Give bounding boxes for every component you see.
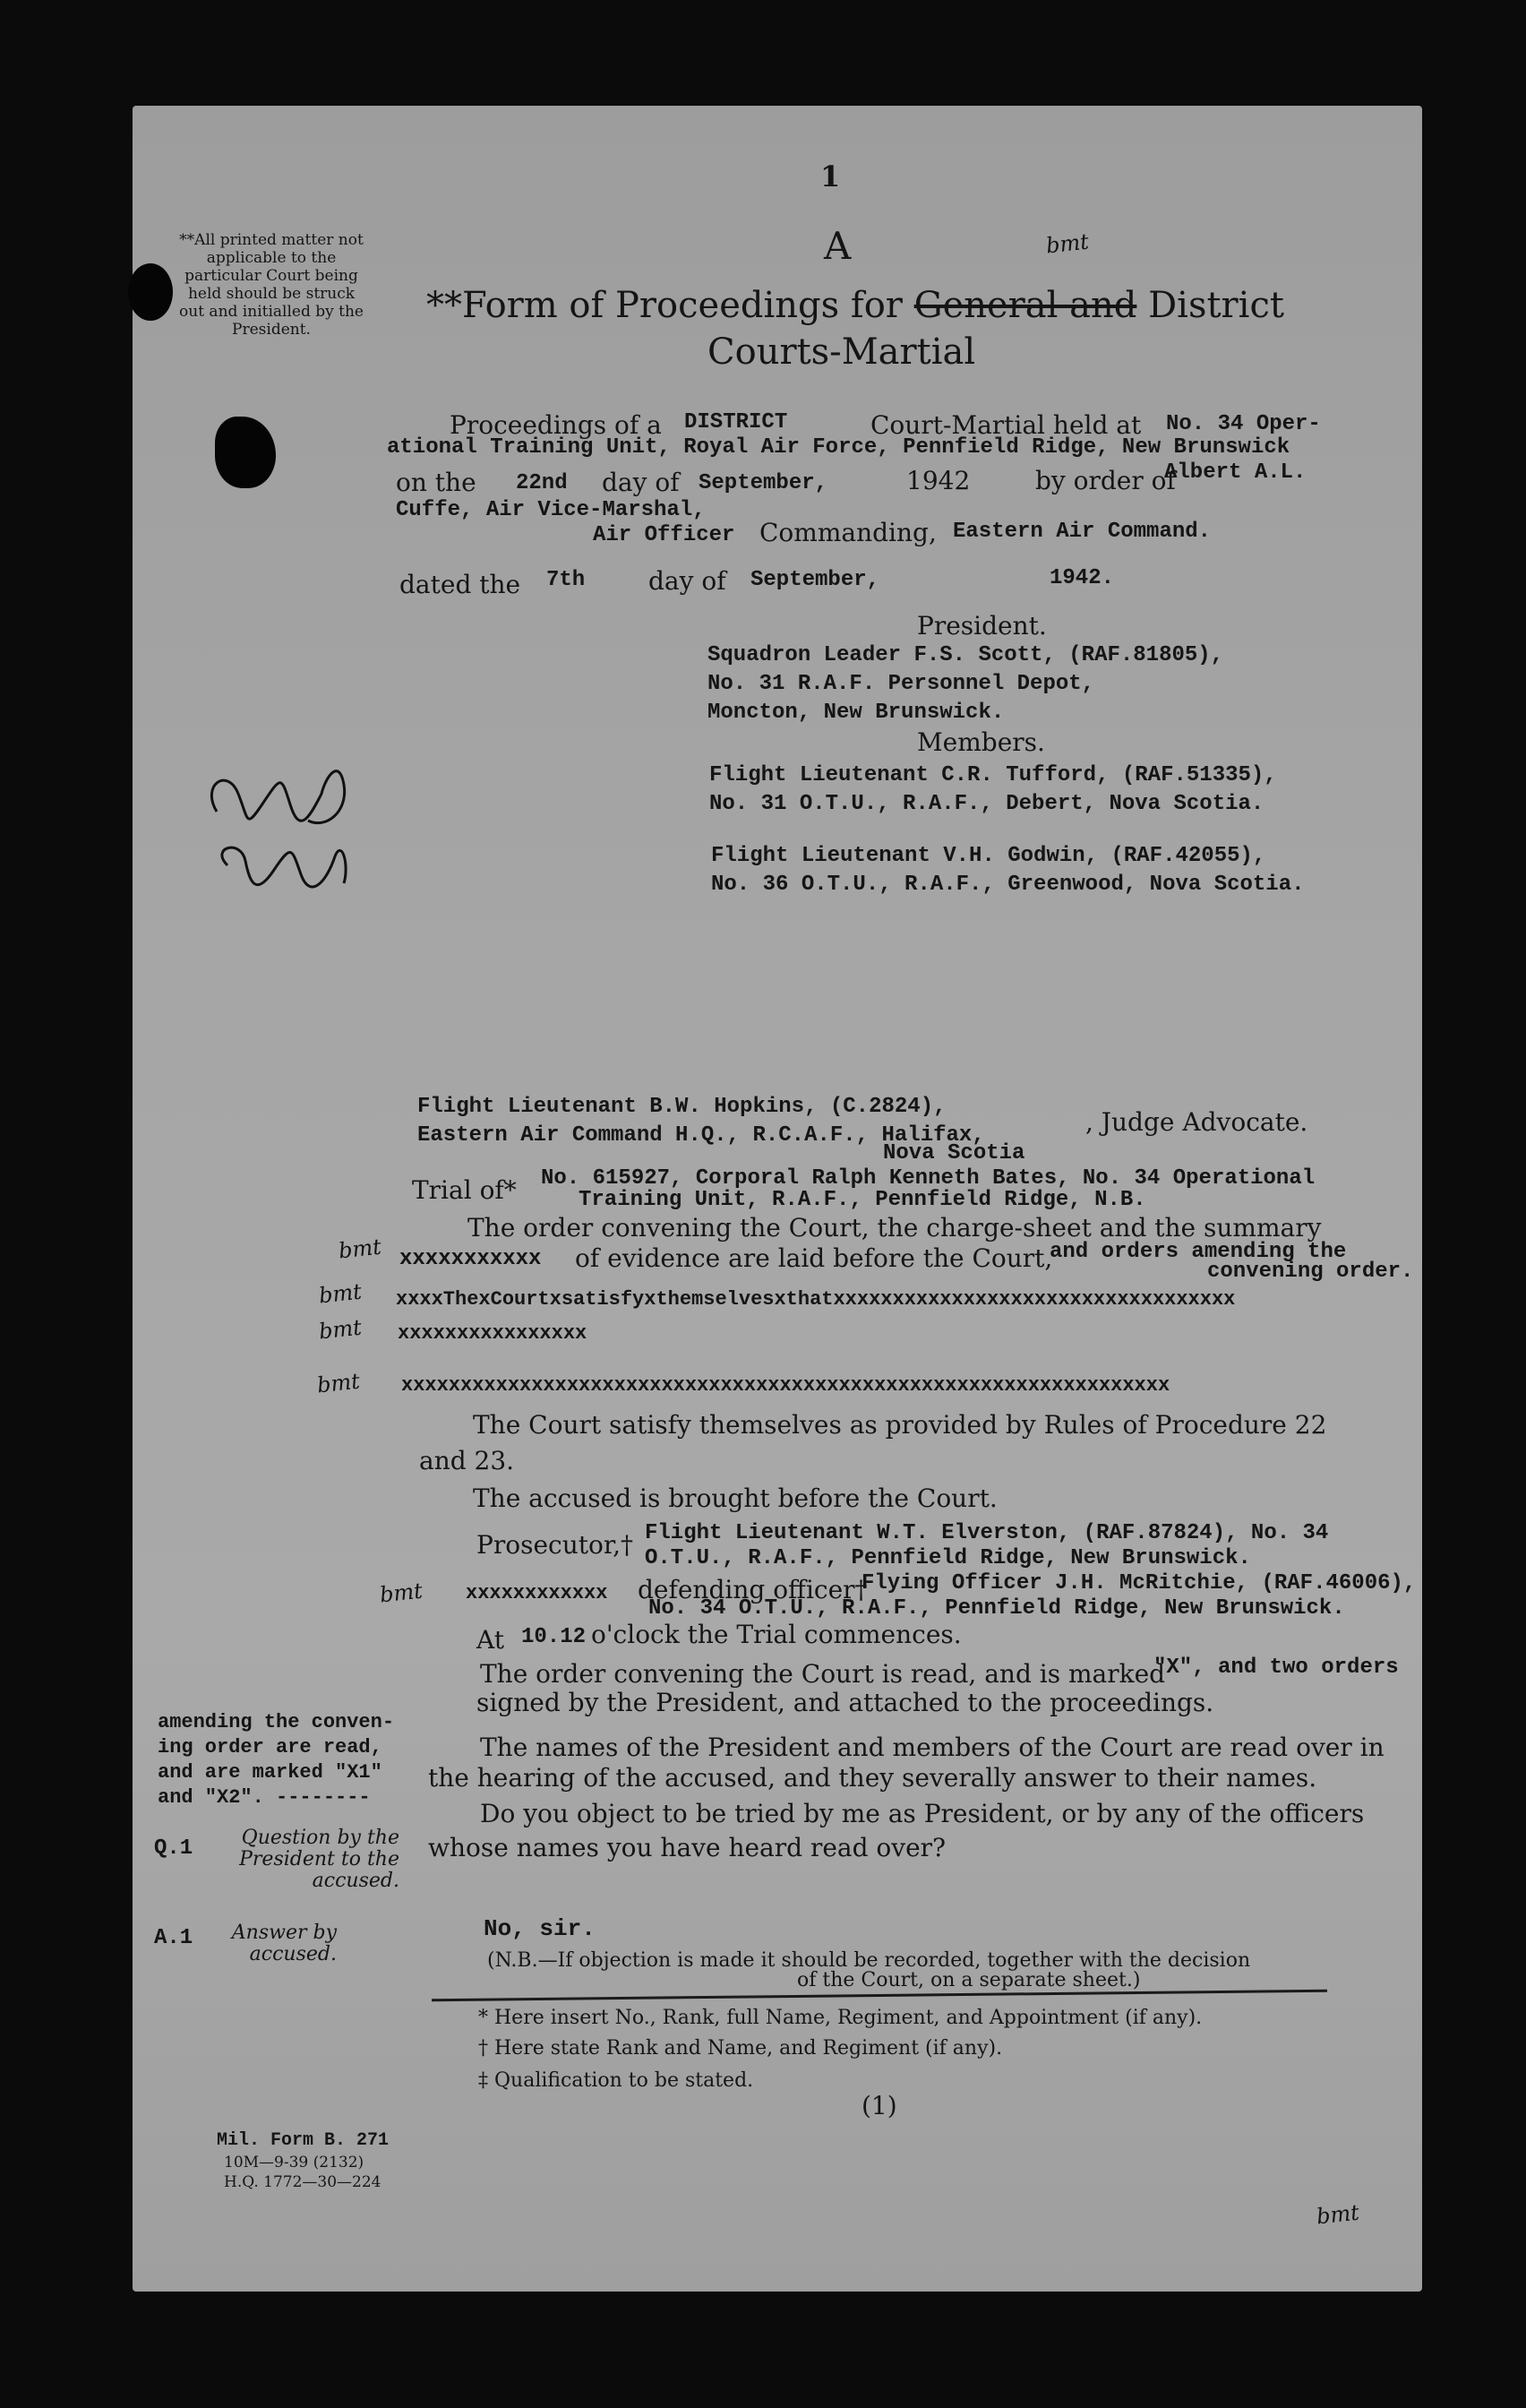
proceedings-year: 1942 [906,466,971,495]
q1-line1: Do you object to be tried by me as President, or by any of the officers [480,1799,1365,1828]
trial-line1: No. 615927, Corporal Ralph Kenneth Bates, No. 34 Operational [541,1166,1316,1191]
footnote-2: † Here state Rank and Name, and Regiment (if any). [478,2037,1003,2060]
member2-line1: Flight Lieutenant V.H. Godwin, (RAF.42055), [711,844,1266,868]
president-line1: Squadron Leader F.S. Scott, (RAF.81805), [707,643,1224,667]
form-letter: A [824,224,852,268]
prosecutor-line1: Flight Lieutenant W.T. Elverston, (RAF.87824), No. 34 [645,1521,1329,1545]
day-of-label: day of [602,468,680,497]
member1-line2: No. 31 O.T.U., R.A.F., Debert, Nova Scotia. [709,792,1265,816]
margin-addition-line3: and are marked "X1" [158,1761,382,1784]
dated-day: 7th [546,568,586,592]
a1-label: A.1 [154,1926,193,1950]
time-rest: o'clock the Trial commences. [591,1620,962,1649]
initials-margin-3: bmt [317,1314,364,1345]
trial-label: Trial of* [412,1175,517,1205]
president-label: President. [917,611,1047,641]
dated-the-label: dated the [399,570,521,599]
form-id-line1: Mil. Form B. 271 [217,2130,390,2151]
q1-side-3: accused. [312,1870,399,1892]
member1-line1: Flight Lieutenant C.R. Tufford, (RAF.51335), [709,763,1277,787]
dated-year: 1942. [1050,566,1115,590]
title-suffix: District [1148,285,1284,326]
order-read-line2: signed by the President, and attached to the proceedings. [476,1688,1214,1717]
title-prefix: **Form of Proceedings for [426,285,903,326]
order-read-mark: "X", and two orders [1153,1656,1399,1680]
form-id-line2: 10M—9-39 (2132) [224,2154,364,2172]
accused-brought: The accused is brought before the Court. [473,1484,998,1513]
authority-line3-c: Eastern Air Command. [953,520,1212,544]
authority-line2: Cuffe, Air Vice-Marshal, [396,498,706,522]
names-read-line2: the hearing of the accused, and they severally answer to their names. [428,1763,1317,1793]
place-line2: ational Training Unit, Royal Air Force, Pennfield Ridge, New Brunswick [387,435,1290,460]
margin-addition-line4: and "X2". -------- [158,1786,371,1809]
time-at-label: At [476,1625,504,1655]
trial-line2: Training Unit, R.A.F., Pennfield Ridge, N.B. [579,1188,1146,1212]
by-order-of-label: by order of [1035,466,1176,495]
footnote-1: * Here insert No., Rank, full Name, Regiment, and Appointment (if any). [478,2007,1203,2029]
struck-line-1: xxxxThexCourtxsatisfyxthemselvesxthatxxxxxxxxxxxxxxxxxxxxxxxxxxxxxxxxxx [396,1288,1236,1311]
order-convening-addition1: and orders amending the [1050,1240,1347,1264]
authority-line3-a: Air Officer [593,523,735,547]
place-line1: No. 34 Oper- [1166,412,1321,436]
struck-line-2: xxxxxxxxxxxxxxxx [398,1322,587,1345]
title-struck: General and [913,285,1137,326]
q1-side-1: Question by the [241,1827,399,1849]
dated-day-of-label: day of [648,566,726,596]
order-convening-line1: The order convening the Court, the charge-sheet and the summary [467,1213,1322,1243]
q1-label: Q.1 [154,1836,193,1861]
names-read-line1: The names of the President and members of the Court are read over in [480,1733,1385,1762]
page-number-bottom: (1) [862,2091,897,2120]
q1-line2: whose names you have heard read over? [428,1833,947,1862]
member2-line2: No. 36 O.T.U., R.A.F., Greenwood, Nova Scotia. [711,873,1305,897]
a1-text: No, sir. [484,1915,596,1942]
sidebar-note: **All printed matter not applicable to the particular Court being held should be struck out and initialled by the President. [179,231,364,339]
a1-side-note [211,1922,337,1965]
order-convening-addition2: convening order. [1207,1260,1414,1284]
initials-margin-2: bmt [317,1278,364,1309]
satisfy-line1: The Court satisfy themselves as provided by Rules of Procedure 22 [473,1410,1327,1440]
form-title-line2: Courts-Martial [707,331,976,373]
proceedings-day: 22nd [516,471,568,495]
members-label: Members. [917,727,1045,757]
president-line3: Moncton, New Brunswick. [707,701,1005,725]
page-number-top: 1 [820,159,841,194]
margin-addition-line1: amending the conven- [158,1711,395,1733]
struck-line-3: xxxxxxxxxxxxxxxxxxxxxxxxxxxxxxxxxxxxxxxxxxxxxxxxxxxxxxxxxxxxxxxxx [401,1374,1170,1397]
handwritten-signature [192,749,362,910]
proceedings-label: Proceedings of a [450,410,662,440]
time-value: 10.12 [521,1625,587,1649]
punch-hole [128,263,173,321]
defending-line1: Flying Officer J.H. McRitchie, (RAF.46006), [862,1571,1417,1595]
initials-defending: bmt [378,1578,424,1608]
nb-line2: of the Court, on a separate sheet.) [797,1969,1141,1991]
president-line2: No. 31 R.A.F. Personnel Depot, [707,672,1095,696]
initials-bottom: bmt [1315,2199,1361,2230]
q1-side-note [211,1828,399,1892]
a1-side-1: Answer by [231,1922,337,1944]
footnote-3: ‡ Qualification to be stated. [478,2069,754,2092]
judge-advocate-line3: Nova Scotia [883,1141,1025,1165]
authority-line3-b: Commanding, [759,518,937,547]
a1-side-2: accused. [249,1943,337,1965]
prosecutor-line2: O.T.U., R.A.F., Pennfield Ridge, New Brunswick. [645,1546,1251,1570]
court-martial-held-at: Court-Martial held at [870,410,1142,440]
dated-month: September, [750,568,880,592]
court-type: DISTRICT [684,410,788,434]
order-convening-line2: of evidence are laid before the Court, [575,1243,1053,1273]
judge-advocate-line1: Flight Lieutenant B.W. Hopkins, (C.2824), [417,1095,947,1119]
q1-side-2: President to the [239,1848,399,1870]
judge-advocate-line2: Eastern Air Command H.Q., R.C.A.F., Halifax, [417,1123,985,1148]
authority-line1: Albert A.L. [1164,460,1307,485]
form-title [426,285,1284,326]
initials-margin-4: bmt [315,1368,362,1398]
initials-margin-1: bmt [337,1234,383,1264]
initials-title: bmt [1044,228,1091,259]
on-the-label: on the [396,468,476,497]
proceedings-month: September, [699,471,828,495]
satisfy-line2: and 23. [419,1446,515,1475]
judge-advocate-label: , Judge Advocate. [1085,1107,1308,1137]
defending-label: defending officer† [638,1575,868,1604]
nb-line1: (N.B.—If objection is made it should be recorded, together with the decision [487,1949,1251,1972]
prosecutor-label: Prosecutor,† [476,1530,634,1560]
order-convening-struck: xxxxxxxxxxx [399,1247,542,1271]
defending-line2: No. 34 O.T.U., R.A.F., Pennfield Ridge, New Brunswick. [648,1596,1345,1621]
margin-addition-line2: ing order are read, [158,1736,382,1759]
defending-struck: xxxxxxxxxxxx [466,1582,608,1604]
form-id-line3: H.Q. 1772—30—224 [224,2173,382,2191]
order-read-line1: The order convening the Court is read, and is marked [480,1659,1166,1689]
